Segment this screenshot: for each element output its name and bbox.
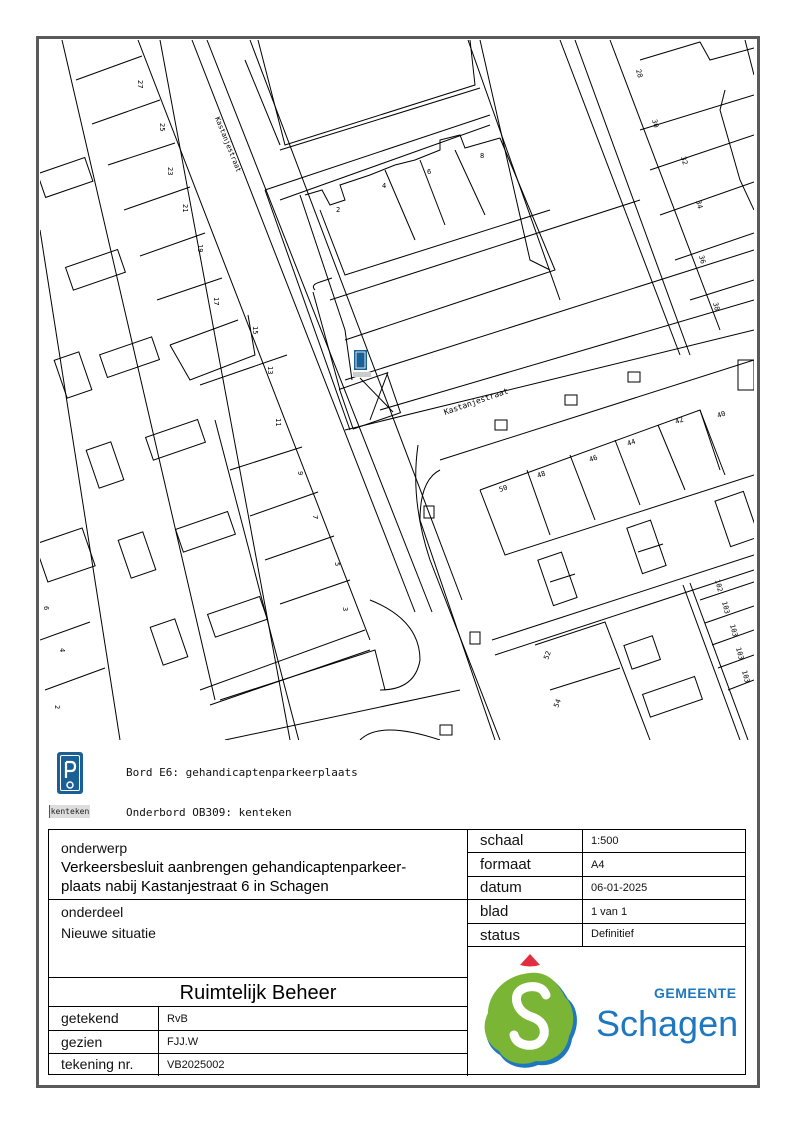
house-number: 36 — [697, 254, 707, 265]
house-number: 7 — [311, 515, 319, 520]
schaal-value: 1:500 — [591, 835, 619, 847]
house-number: 6 — [427, 168, 432, 176]
house-number: 102 — [713, 578, 725, 593]
house-number: 50 — [498, 483, 509, 494]
tekening-nr-value: VB2025002 — [167, 1059, 225, 1071]
house-number: 32 — [679, 155, 689, 166]
house-number: 23 — [166, 167, 174, 176]
house-number: 48 — [536, 469, 547, 480]
onderwerp-title-line2: plaats nabij Kastanjestraat 6 in Schagen — [61, 878, 329, 895]
house-number: 42 — [674, 415, 685, 426]
schaal-label: schaal — [480, 832, 524, 849]
house-number: 103 — [734, 646, 746, 661]
onderdeel-section — [49, 900, 468, 978]
house-number: 5 — [333, 562, 341, 567]
onderdeel-label: onderdeel — [61, 904, 124, 920]
house-number: 17 — [212, 297, 220, 306]
onderwerp-section — [49, 830, 468, 900]
department-name: Ruimtelijk Beheer — [49, 978, 468, 1007]
house-number: 2 — [336, 206, 341, 214]
onderwerp-label: onderwerp — [61, 840, 128, 856]
map-drawing — [40, 40, 754, 740]
house-number: 52 — [542, 650, 553, 661]
house-number: 44 — [626, 437, 637, 448]
schagen-emblem-icon — [470, 947, 590, 1075]
house-number: 15 — [251, 326, 259, 335]
house-number: 30 — [650, 118, 660, 129]
parking-disabled-sign-icon — [57, 752, 83, 794]
house-number: 54 — [552, 698, 563, 709]
cadastral-map — [40, 40, 754, 740]
house-number: 46 — [588, 453, 599, 464]
house-number: 34 — [694, 199, 704, 210]
gemeente-schagen-logo — [468, 947, 746, 1075]
formaat-value: A4 — [591, 859, 605, 871]
house-number: 103 — [740, 669, 752, 684]
formaat-label: formaat — [480, 856, 531, 873]
house-number: 8 — [480, 152, 485, 160]
legend-plate-label: Onderbord OB309: kenteken — [126, 806, 292, 819]
title-block — [48, 829, 746, 1075]
getekend-value: RvB — [167, 1013, 188, 1025]
street-label: Kastanjestraat — [442, 386, 510, 417]
logo-gemeente-text: GEMEENTE — [654, 985, 737, 1001]
house-number: 21 — [181, 204, 189, 213]
datum-label: datum — [480, 879, 522, 896]
house-number: 2 — [53, 705, 61, 710]
house-number: 19 — [196, 244, 204, 253]
kenteken-plate-icon: kenteken — [50, 807, 90, 816]
blad-value: 1 van 1 — [591, 906, 628, 918]
tekening-nr-label: tekening nr. — [61, 1056, 134, 1072]
house-number: 38 — [711, 301, 721, 312]
house-number: 4 — [58, 648, 66, 653]
street-label: Kastanjestraat — [213, 115, 243, 174]
getekend-label: getekend — [61, 1010, 119, 1026]
status-value: Definitief — [591, 928, 634, 940]
house-number: 4 — [382, 182, 387, 190]
house-number: 28 — [634, 68, 644, 79]
house-number: 9 — [296, 471, 304, 476]
house-number: 11 — [274, 418, 282, 427]
onderwerp-title-line1: Verkeersbesluit aanbrengen gehandicaptenparkeer- — [61, 859, 407, 876]
house-number: 3 — [341, 607, 349, 612]
status-label: status — [480, 927, 521, 944]
gezien-value: FJJ.W — [167, 1036, 199, 1048]
datum-value: 06-01-2025 — [591, 882, 648, 894]
blad-label: blad — [480, 903, 509, 920]
house-number: 13 — [266, 366, 274, 375]
logo-schagen-text: Schagen — [596, 1003, 739, 1044]
legend-sign-label: Bord E6: gehandicaptenparkeerplaats — [126, 766, 358, 779]
house-number: 103 — [720, 600, 732, 615]
gezien-label: gezien — [61, 1034, 103, 1050]
house-number: 27 — [136, 80, 144, 89]
onderdeel-value: Nieuwe situatie — [61, 925, 156, 941]
house-number: 40 — [716, 409, 727, 420]
house-number: 103 — [728, 623, 740, 638]
house-number: 6 — [42, 606, 50, 611]
house-number: 25 — [158, 123, 166, 132]
